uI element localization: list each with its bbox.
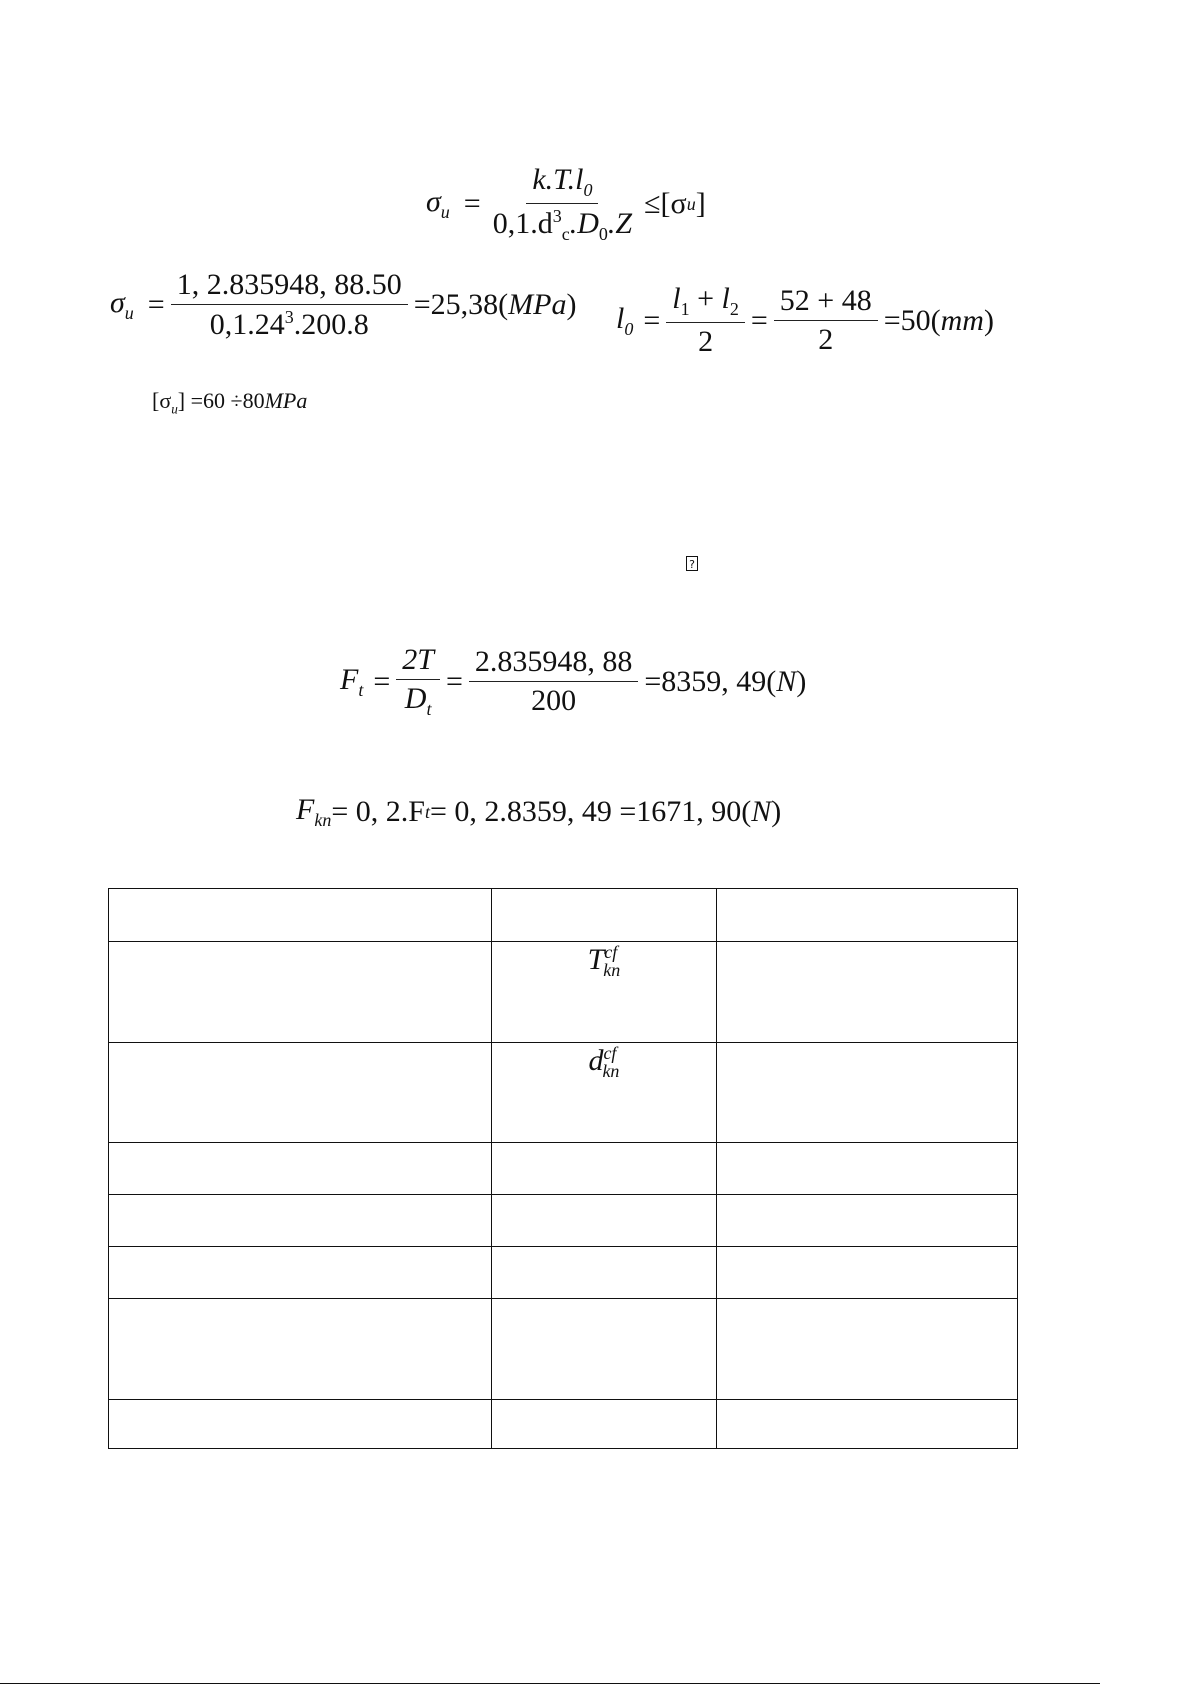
table-row — [109, 1043, 1018, 1143]
formula-bending-stress: $\sigma_u$ = $\frac{k.T.l_0}{0,1.d^3_c.D_0.Z}$ ≤[σ u ] — [426, 163, 706, 244]
table-cell — [717, 1400, 1018, 1449]
table-cell — [109, 1143, 492, 1195]
table-cell — [491, 1143, 717, 1195]
l0-fraction-numeric: $\frac{52 + 48}{2}$ — [774, 284, 878, 357]
table-cell — [109, 1195, 492, 1247]
formula-bending-stress-calc: $\sigma_u$ = $\frac{1, 2.835948, 88.50}{0,1.24^3.200.8}$ =25,38( MPa ) — [110, 268, 577, 341]
table-cell — [109, 1247, 492, 1299]
table-cell — [109, 889, 492, 942]
formula-l0: $l_0$ = $\frac{l_1 + l_2}{2}$ = $\frac{52 + 48}{2}$ =50( mm ) — [616, 282, 994, 358]
parameter-table — [108, 888, 1018, 1449]
formula-tangential-force: $F_t$ = $\frac{2T}{D_t}$ = $\frac{2.835948, 88}{200}$ =8359, 49( N ) — [340, 643, 807, 719]
table-cell — [717, 889, 1018, 942]
table-cell-symbol-d: $d^{cf}_{kn}$ — [491, 1043, 717, 1143]
formula-fraction: $\frac{k.T.l_0}{0,1.d^3_c.D_0.Z}$ — [492, 163, 633, 244]
l0-fraction-symbolic: $\frac{l_1 + l_2}{2}$ — [666, 282, 745, 359]
formula-lhs: $\sigma_u$ — [426, 185, 450, 222]
table-cell — [717, 942, 1018, 1043]
table-cell — [491, 1299, 717, 1400]
table-row — [109, 889, 1018, 942]
table-cell — [491, 889, 717, 942]
table-cell — [717, 1195, 1018, 1247]
table-row — [109, 1143, 1018, 1195]
calc-fraction: $\frac{1, 2.835948, 88.50}{0,1.24^3.200.8}$ — [171, 268, 408, 342]
table-cell — [109, 1043, 492, 1143]
formula-coupling-force: $F_{kn}$ = 0, 2.F t = 0, 2.8359, 49 =1671, 90( N ) — [296, 793, 782, 830]
page-bottom-rule — [0, 1683, 1100, 1684]
table-row — [109, 1195, 1018, 1247]
table-cell — [491, 1400, 717, 1449]
table-cell — [109, 942, 492, 1043]
table-cell — [717, 1143, 1018, 1195]
table-row — [109, 1299, 1018, 1400]
table-cell — [717, 1043, 1018, 1143]
table-cell-symbol-T: $T^{cf}_{kn}$ — [491, 942, 717, 1043]
table-row — [109, 1247, 1018, 1299]
table-cell — [109, 1299, 492, 1400]
table-cell — [717, 1247, 1018, 1299]
table-cell — [109, 1400, 492, 1449]
table-cell — [491, 1195, 717, 1247]
table-row — [109, 1400, 1018, 1449]
ft-fraction-numeric: $\frac{2.835948, 88}{200}$ — [469, 645, 639, 718]
table-row — [109, 942, 1018, 1043]
ft-fraction-symbolic: $\frac{2T}{D_t}$ — [396, 643, 440, 720]
formula-allowable-stress: $[\sigma_u] =60 \div 80MPa$ — [152, 388, 308, 417]
table-cell — [717, 1299, 1018, 1400]
missing-glyph-icon: ? — [686, 556, 698, 571]
table-cell — [491, 1247, 717, 1299]
